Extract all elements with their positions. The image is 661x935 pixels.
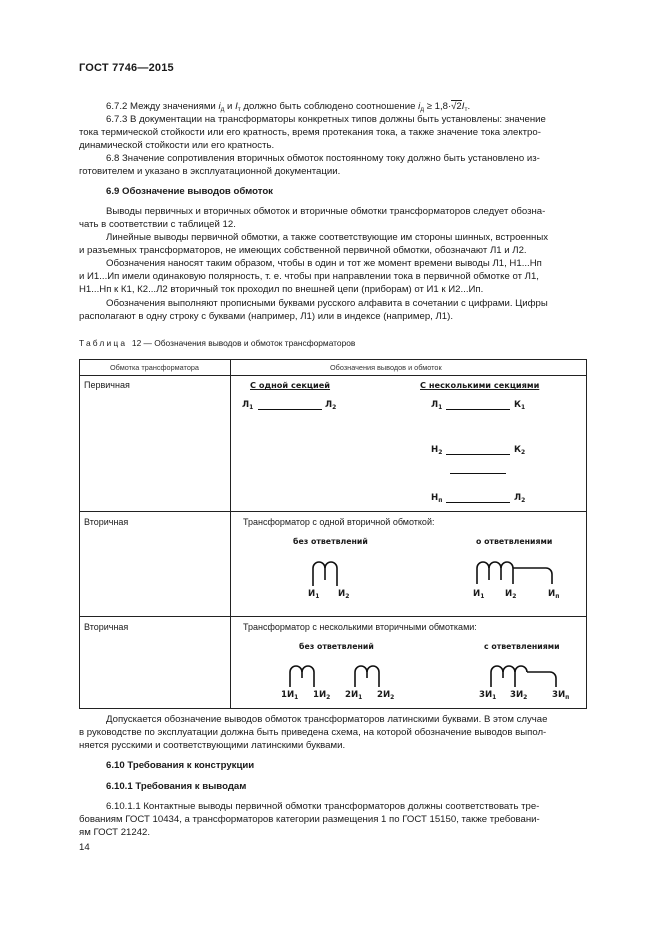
terminal-I1: $И_1$ <box>308 589 320 600</box>
paragraph-6-9-4-line1: Обозначения выполняют прописными буквами русского алфавита в сочетании с цифрами. Цифры <box>106 298 548 309</box>
terminal-3I1: $3И_1$ <box>479 690 497 701</box>
paragraph-6-9-2-line2: и разъемных трансформаторов, не имеющих собственной первичной обмотки, обозначают Л1 и Л2. <box>79 245 527 256</box>
coil-loop <box>503 666 515 687</box>
row-label-secondary: Вторичная <box>84 517 129 527</box>
paragraph-6-8-line2: готовителем и указано в эксплуатационной документации. <box>79 166 341 177</box>
coil-loop <box>325 562 337 580</box>
paragraph-6-9-1-line1: Выводы первичных и вторичных обмоток и вторичные обмотки трансформаторов следует обозна- <box>106 206 546 217</box>
row-label-primary: Первичная <box>84 380 130 390</box>
coil-loop <box>477 562 489 584</box>
label-with-taps: о ответвлениями <box>476 537 553 546</box>
terminal-K2: $К_2$ <box>514 445 526 456</box>
row3-description: Трансформатор с несколькими вторичными обмотками: <box>243 622 477 632</box>
coil-loop <box>355 666 367 687</box>
paragraph-6-7-3-line2: тока термической стойкости или его кратность, время протекания тока, а также значение тока электро- <box>79 127 541 138</box>
terminal-Nn: $Н_п$ <box>431 493 443 504</box>
table-col-header-designations: Обозначения выводов и обмоток <box>330 363 442 372</box>
paragraph-6-7-3-line1: 6.7.3 В документации на трансформаторы конкретных типов должны быть установлены: значение <box>106 114 546 125</box>
paragraph-6-9-3-line3: Н1...Нп к К1, К2...Л2 вторичный ток проходил по внешней цепи (приборам) от И1 к И2...Ип. <box>79 284 484 295</box>
terminal-2I2: $2И_2$ <box>377 690 395 701</box>
paragraph-latin-line2: в руководстве по эксплуатации должна быть приведена схема, на которой обозначение выводов выпол- <box>79 727 547 738</box>
formula: $i_д \ge 1,8\cdot√2I_т$. <box>418 101 471 113</box>
terminal-L2-sections: $Л_2$ <box>514 493 526 504</box>
table-caption: Таблица 12 — Обозначения выводов и обмоток трансформаторов <box>79 338 356 348</box>
section-heading-6-9: 6.9 Обозначение выводов обмоток <box>106 186 273 197</box>
paragraph-6-8-line1: 6.8 Значение сопротивления вторичных обмоток постоянному току должно быть установлено из- <box>106 153 540 164</box>
row2-description: Трансформатор с одной вторичной обмоткой: <box>243 517 435 527</box>
coil-tap <box>527 672 556 687</box>
paragraph-6-9-1-line2: чать в соответствии с таблицей 12. <box>79 219 236 230</box>
terminal-In-taps: $И_п$ <box>548 589 560 600</box>
table-col-header-winding: Обмотка трансформатора <box>110 363 199 372</box>
page-number: 14 <box>79 842 90 853</box>
coil-loop <box>290 666 302 687</box>
row-label-secondary-multiple: Вторичная <box>84 622 129 632</box>
terminal-2I1: $2И_1$ <box>345 690 363 701</box>
terminal-I2: $И_2$ <box>338 589 350 600</box>
terminal-I1-taps: $И_1$ <box>473 589 485 600</box>
coil-loop <box>302 666 314 687</box>
terminal-L1-sections: $Л_1$ <box>431 400 443 411</box>
terminal-L1: $Л_1$ <box>242 400 254 411</box>
terminal-K1: $К_1$ <box>514 400 526 411</box>
terminal-1I2: $1И_2$ <box>313 690 331 701</box>
coil-tap <box>513 568 552 584</box>
coil-loop <box>313 562 325 580</box>
paragraph-6-7-3-line3: динамической стойкости или его кратность. <box>79 140 275 151</box>
paragraph-6-10-1-1-line2: бованиям ГОСТ 10434, а трансформаторов категории размещения 1 по ГОСТ 15150, также требовани- <box>79 814 540 825</box>
paragraph-6-10-1-1-line3: ям ГОСТ 21242. <box>79 827 151 838</box>
terminal-1I1: $1И_1$ <box>281 690 299 701</box>
paragraph-6-10-1-1-line1: 6.10.1.1 Контактные выводы первичной обмотки трансформаторов должны соответствовать тре- <box>106 801 540 812</box>
terminal-L2: $Л_2$ <box>325 400 337 411</box>
terminal-I2-taps: $И_2$ <box>505 589 517 600</box>
label-with-taps-multi: с ответвлениями <box>484 642 560 651</box>
label-no-taps-multi: без ответвлений <box>299 642 374 651</box>
coil-loop <box>515 666 527 672</box>
paragraph-6-9-4-line2: располагают в одну строку с буквами (например, Л1) или в индексе (например, Л1). <box>79 311 454 322</box>
designation-table <box>79 359 587 709</box>
document-header: ГОСТ 7746—2015 <box>79 62 174 74</box>
paragraph-latin-line3: няется русскими и соответствующими латинскими буквами. <box>79 740 346 751</box>
terminal-3In: $3И_п$ <box>552 690 570 701</box>
coil-lead <box>313 580 337 586</box>
paragraph-6-9-2-line1: Линейные выводы первичной обмотки, а также соответствующие им стороны шинных, встроенных <box>106 232 549 243</box>
section-heading-6-10: 6.10 Требования к конструкции <box>106 760 255 771</box>
coil-loop <box>367 666 379 687</box>
section-heading-6-10-1: 6.10.1 Требования к выводам <box>106 781 247 792</box>
paragraph-latin-line1: Допускается обозначение выводов обмоток трансформаторов латинскими буквами. В этом случае <box>106 714 548 725</box>
terminal-3I2: $3И_2$ <box>510 690 528 701</box>
coil-loop <box>489 562 501 580</box>
coil-loop <box>491 666 503 687</box>
coil-loop <box>501 562 513 584</box>
label-several-sections: С несколькими секциями <box>420 380 540 390</box>
paragraph-6-9-3-line2: и И1...Ип имели одинаковую полярность, т. е. чтобы при направлении тока в первичной обмотке от Л1, <box>79 271 539 282</box>
label-no-taps: без ответвлений <box>293 537 368 546</box>
paragraph-6-9-3-line1: Обозначения наносят таким образом, чтобы в один и тот же момент времени выводы Л1, Н1...Нп <box>106 258 542 269</box>
winding-diagrams <box>80 360 586 708</box>
terminal-N2: $Н_2$ <box>431 445 443 456</box>
label-one-section: С одной секцией <box>250 380 331 390</box>
paragraph-6-7-2: 6.7.2 Между значениями $i_д$ и $I_т$ должно быть соблюдено соотношение $i_д \ge 1,8\cdot√2I_т$. <box>106 101 471 113</box>
